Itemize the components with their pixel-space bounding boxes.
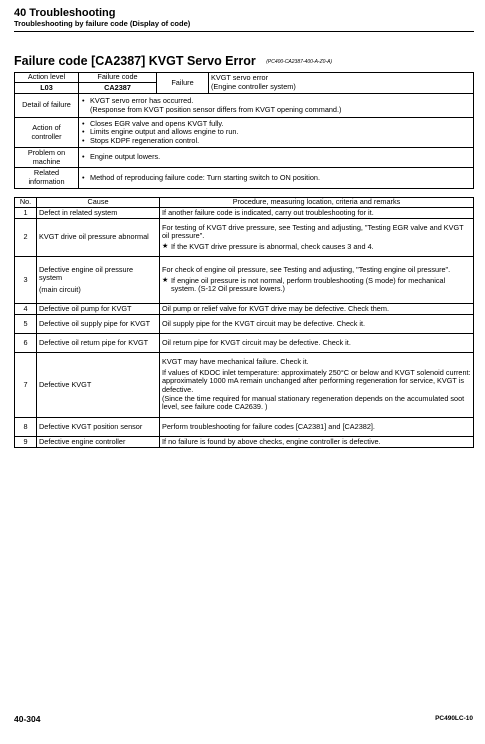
- page-header: [14, 7, 474, 32]
- cause-table: [14, 197, 474, 448]
- failure-info-table: [14, 72, 474, 189]
- failure-code-label: Failure code: [79, 73, 157, 83]
- failure-label: Failure: [157, 73, 209, 94]
- failure-code-heading: [14, 52, 474, 73]
- detail-content: [79, 94, 474, 118]
- problem-label: Problem on machine: [15, 148, 79, 168]
- table-row: 9 Defective engine controller If no failure is found by above checks, engine controller is defective.: [15, 437, 474, 448]
- table-row: 5 Defective oil supply pipe for KVGT Oil supply pipe for the KVGT circuit may be defective. Check it.: [15, 315, 474, 334]
- table-row: 7 Defective KVGT KVGT may have mechanical failure. Check it. If values of KDOC inlet temperature: approximately 250°C or below and KVGT solenoid current: approximately 1000 mA remain unchanged after performing regeneration for service, KVGT is defective. (Since the time required for manual stationary regeneration depends on the accumulated soot level, see failure code CA2639. ): [15, 353, 474, 418]
- related-item: • Method of reproducing failure code: Turn starting switch to ON position.: [81, 174, 471, 183]
- action-level-label: Action level: [15, 73, 79, 83]
- related-label: Related information: [15, 168, 79, 189]
- table-row: 2 KVGT drive oil pressure abnormal For testing of KVGT drive pressure, see Testing and adjusting, "Testing EGR valve and KVGT oil pressure". ★ If the KVGT drive pressure is abnormal, check causes 3 and 4.: [15, 219, 474, 257]
- table-row: 3 Defective engine oil pressure system (main circuit) For check of engine oil pressure, see Testing and adjusting, "Testing engine oil pressure". ★ If engine oil pressure is not normal, perform troubleshooting (S mode) for mechanical system. (S-12 Oil pressure lowers.): [15, 257, 474, 304]
- related-content: [79, 168, 474, 189]
- table-row: 1 Defect in related system If another failure code is indicated, carry out troubleshooting for it.: [15, 208, 474, 219]
- problem-item: • Engine output lowers.: [81, 153, 471, 162]
- failure-text: KVGT servo error (Engine controller system): [209, 73, 474, 94]
- table-row: 6 Defective oil return pipe for KVGT Oil return pipe for KVGT circuit may be defective. Check it.: [15, 334, 474, 353]
- problem-content: [79, 148, 474, 168]
- model-name: PC490LC-10: [435, 715, 473, 722]
- action-item: • Stops KDPF regeneration control.: [81, 137, 471, 146]
- action-content: [79, 118, 474, 148]
- detail-label: Detail of failure: [15, 94, 79, 118]
- action-label: Action of controller: [15, 118, 79, 148]
- star-note: ★ If engine oil pressure is not normal, perform troubleshooting (S mode) for mechanical system. (S-12 Oil pressure lowers.): [162, 277, 471, 294]
- action-item: • Limits engine output and allows engine to run.: [81, 128, 471, 137]
- section-title: 40 Troubleshooting: [14, 7, 116, 19]
- detail-note: (Response from KVGT position sensor differs from KVGT opening command.): [90, 104, 342, 114]
- failure-code-title: Failure code [CA2387] KVGT Servo Error: [14, 54, 256, 68]
- table-row: 8 Defective KVGT position sensor Perform troubleshooting for failure codes [CA2381] and [CA2382].: [15, 418, 474, 437]
- page-number: 40-304: [14, 714, 41, 724]
- col-header-cause: Cause: [37, 198, 160, 208]
- col-header-procedure: Procedure, measuring location, criteria and remarks: [160, 198, 474, 208]
- action-level-value: L03: [15, 83, 79, 94]
- detail-item: • KVGT servo error has occurred.: [81, 97, 471, 106]
- section-subtitle: Troubleshooting by failure code (Display of code): [14, 19, 191, 28]
- failure-ref-code: (PC400-CA2387-400-A-Z0-A): [266, 59, 333, 65]
- failure-code-value: CA2387: [79, 83, 157, 94]
- table-row: 4 Defective oil pump for KVGT Oil pump or relief valve for KVGT drive may be defective. Check them.: [15, 304, 474, 315]
- star-note: ★ If the KVGT drive pressure is abnormal, check causes 3 and 4.: [162, 243, 471, 252]
- col-header-no: No.: [15, 198, 37, 208]
- action-item: • Closes EGR valve and opens KVGT fully.: [81, 120, 471, 129]
